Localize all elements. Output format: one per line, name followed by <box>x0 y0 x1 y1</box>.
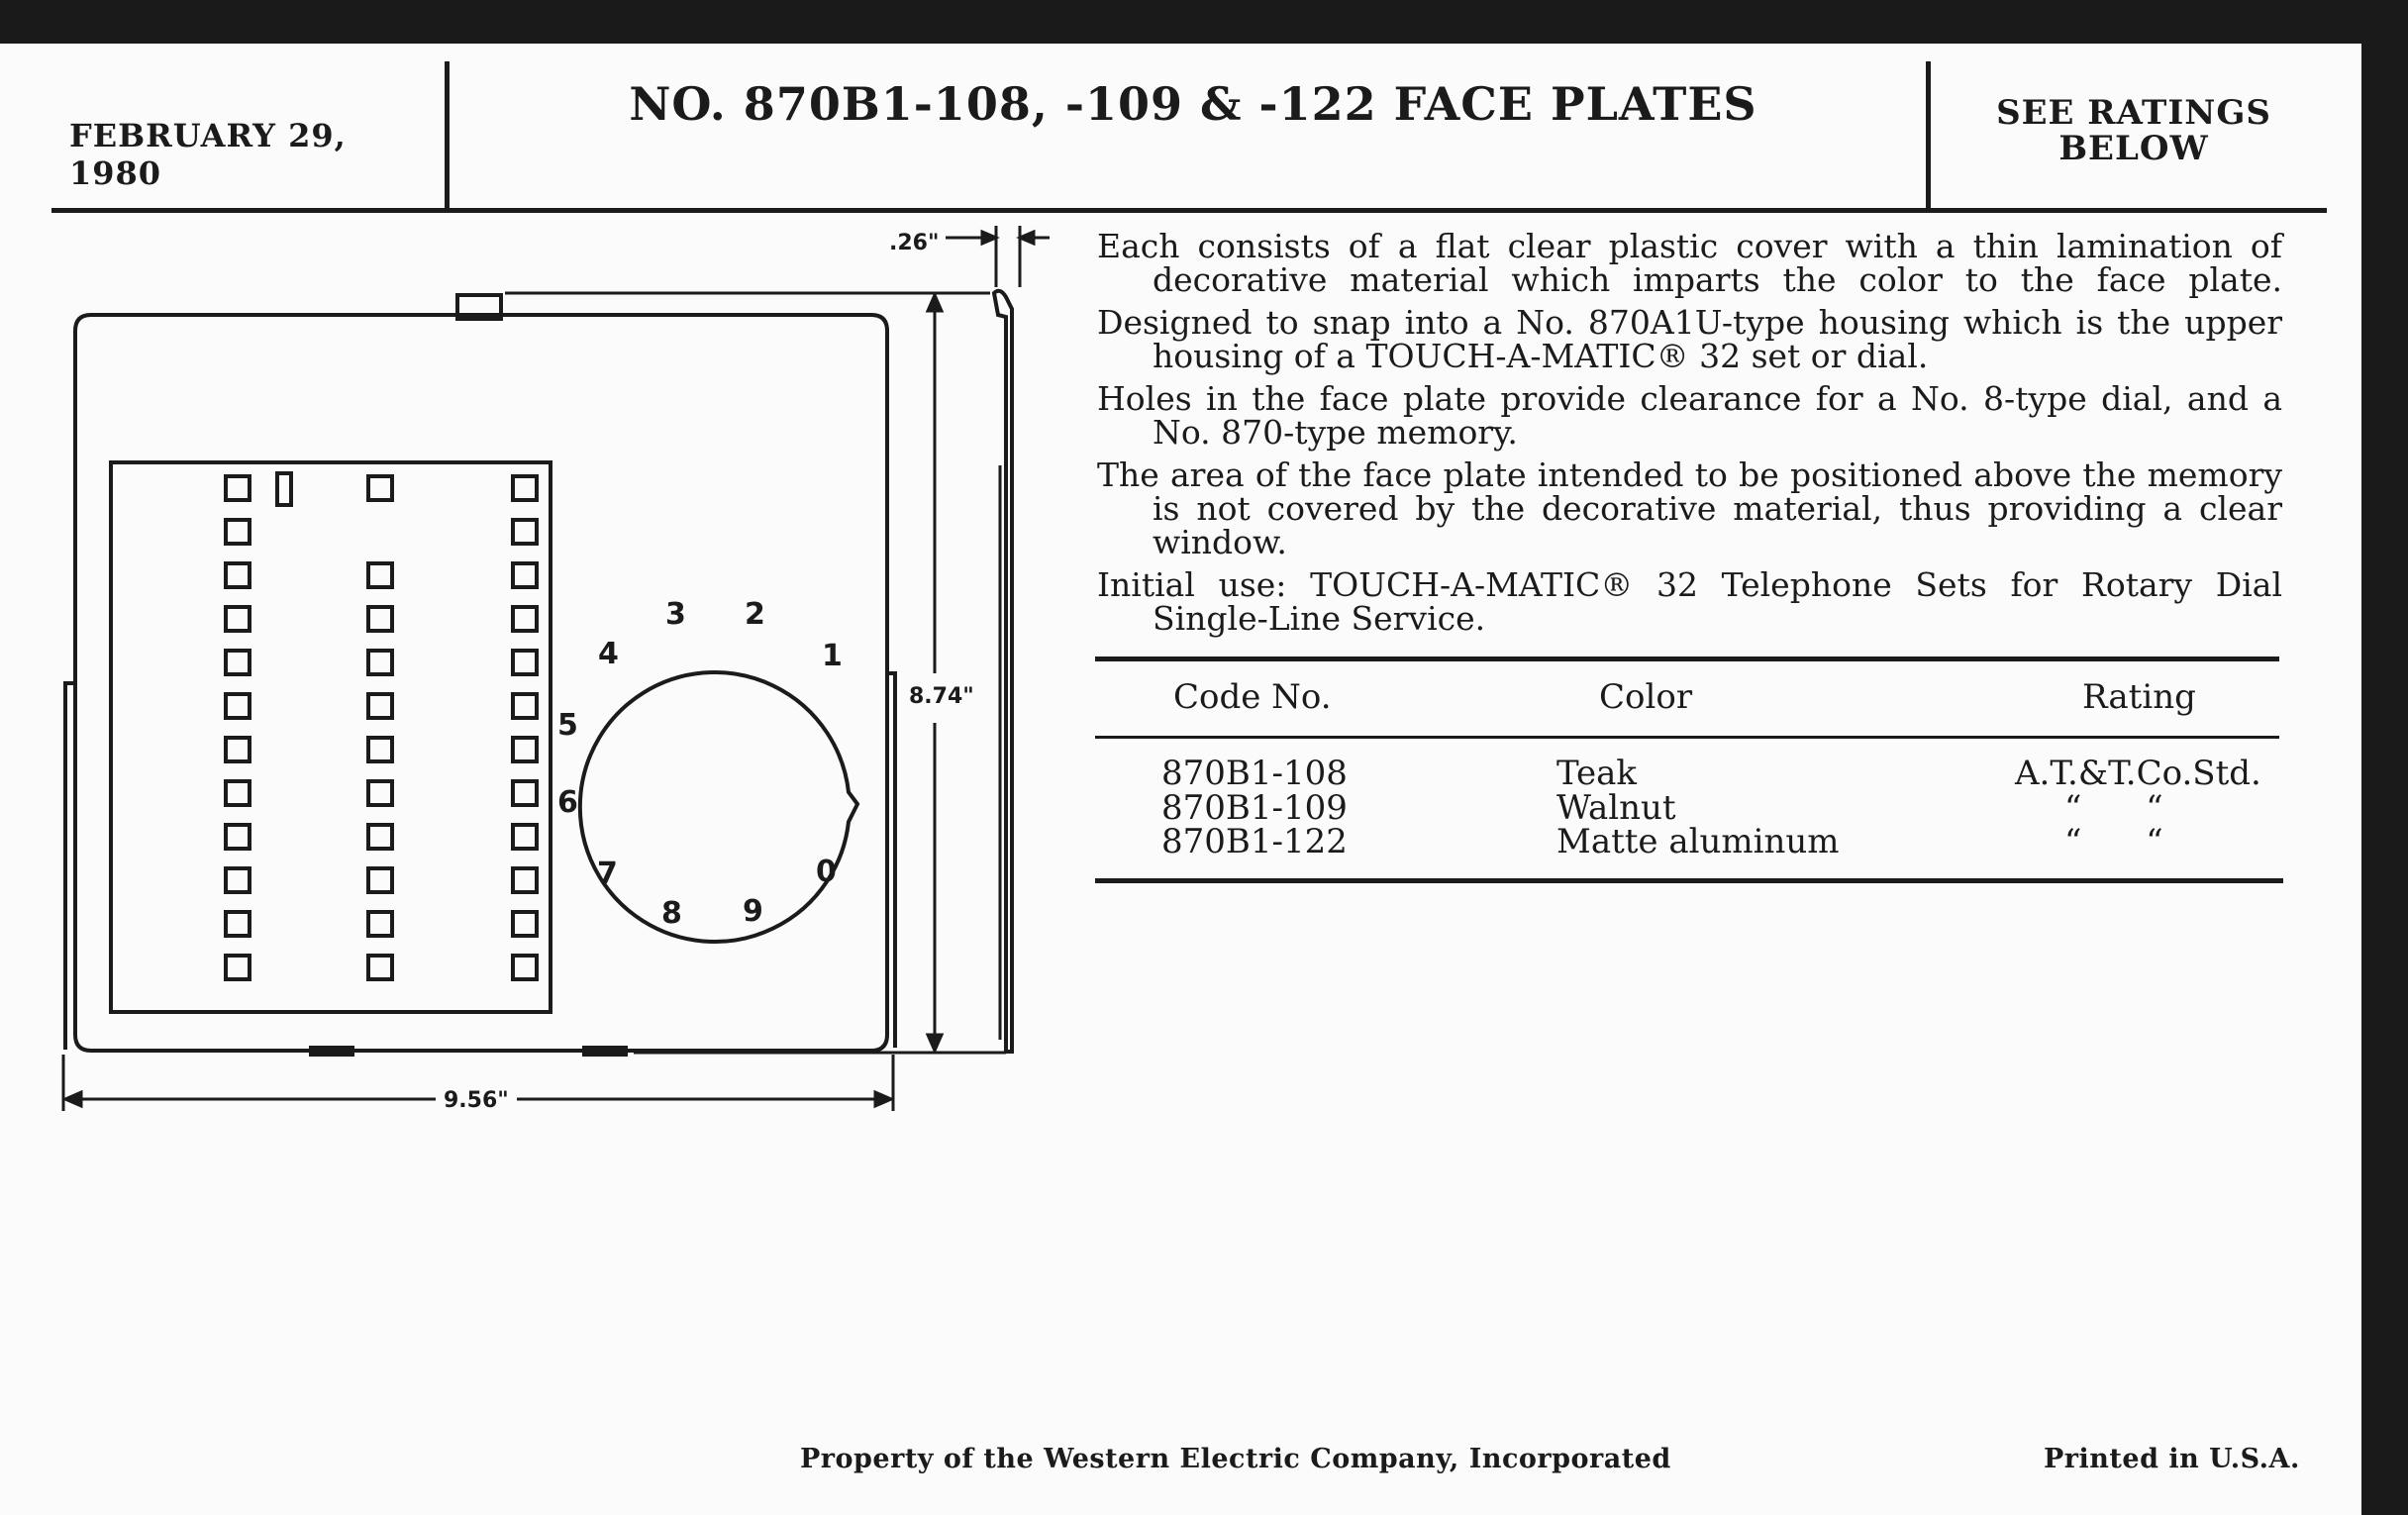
dial-digit-6: 6 <box>557 785 578 820</box>
table-bottom-rule <box>1095 878 2283 883</box>
height-dimension: 8.74" <box>909 684 974 709</box>
memory-slot <box>277 473 291 505</box>
memory-button-outline <box>226 651 250 674</box>
document-title: NO. 870B1-108, -109 & -122 FACE PLATES <box>629 77 1757 131</box>
dial-hole <box>580 672 857 942</box>
memory-button-outline <box>226 738 250 761</box>
memory-button-outline <box>513 956 537 979</box>
table-top-rule <box>1095 656 2279 661</box>
memory-button-outline <box>226 868 250 892</box>
header-divider-right <box>1926 61 1931 210</box>
memory-button-outline <box>513 694 537 718</box>
table-header-rule <box>1095 736 2279 739</box>
description-paragraph: Initial use: TOUCH-A-MATIC® 32 Telephone Sets for Rotary Dial Single-Line Service. <box>1097 565 2282 638</box>
dial-digit-1: 1 <box>822 639 843 673</box>
memory-button-outline <box>368 912 392 936</box>
dial-digit-9: 9 <box>743 894 763 929</box>
face-plate-drawing <box>0 0 1089 1149</box>
dial-digit-5: 5 <box>557 708 578 743</box>
memory-button-outline <box>513 520 537 544</box>
memory-button-outline <box>226 781 250 805</box>
property-notice: Property of the Western Electric Company, Incorporated <box>800 1444 1671 1474</box>
dial-digit-0: 0 <box>816 855 837 889</box>
printed-notice: Printed in U.S.A. <box>2044 1444 2300 1474</box>
column-header-rating: Rating <box>2082 677 2196 717</box>
memory-button-outline <box>368 607 392 631</box>
table-row-code: 870B1-109 <box>1161 788 1348 828</box>
memory-button-outline <box>513 912 537 936</box>
table-row-code: 870B1-122 <box>1161 822 1348 861</box>
memory-button-outline <box>368 956 392 979</box>
thickness-dimension: .26" <box>889 231 940 255</box>
rating-note <box>1941 95 2327 166</box>
memory-window <box>111 462 551 1012</box>
memory-button-outline <box>513 738 537 761</box>
memory-button-outline <box>368 651 392 674</box>
column-header-color: Color <box>1599 677 1693 717</box>
table-row-rating: “ “ <box>2064 822 2163 861</box>
memory-button-outline <box>368 868 392 892</box>
memory-button-outline <box>226 476 250 500</box>
dial-digit-3: 3 <box>665 597 686 632</box>
rating-note-line2: BELOW <box>2058 129 2209 168</box>
memory-button-outline <box>513 781 537 805</box>
memory-button-outline <box>513 825 537 849</box>
memory-button-outline <box>226 956 250 979</box>
memory-button-outline <box>368 825 392 849</box>
memory-button-outline <box>513 476 537 500</box>
memory-button-outline <box>513 651 537 674</box>
memory-button-outline <box>368 738 392 761</box>
memory-button-outline <box>368 694 392 718</box>
memory-button-outline <box>513 607 537 631</box>
dial-digit-8: 8 <box>661 896 682 931</box>
description-paragraph: Designed to snap into a No. 870A1U-type housing which is the upper housing of a TOUCH-A-MATIC® 32 set or dial. <box>1097 303 2282 375</box>
description-paragraph: Holes in the face plate provide clearance for a No. 8-type dial, and a No. 870-type memory. <box>1097 379 2282 452</box>
memory-button-outline <box>368 563 392 587</box>
memory-button-outline <box>226 563 250 587</box>
dial-digit-2: 2 <box>745 597 765 632</box>
description <box>1097 227 2282 645</box>
rating-note-line1: SEE RATINGS <box>1996 93 2271 133</box>
memory-button-outline <box>368 781 392 805</box>
width-dimension: 9.56" <box>444 1088 509 1113</box>
dial-digit-4: 4 <box>598 637 619 671</box>
memory-button-outline <box>226 912 250 936</box>
memory-button-outline <box>226 825 250 849</box>
memory-button-outline <box>226 607 250 631</box>
memory-button-outline <box>226 520 250 544</box>
memory-button-outline <box>513 563 537 587</box>
dial-digit-7: 7 <box>597 857 618 891</box>
table-row-rating: “ “ <box>2064 788 2163 828</box>
table-row-color: Matte aluminum <box>1556 822 1840 861</box>
table-row-code: 870B1-108 <box>1161 754 1348 793</box>
table-row-color: Teak <box>1556 754 1638 793</box>
memory-button-outline <box>368 476 392 500</box>
description-paragraph: The area of the face plate intended to be positioned above the memory is not covered by the decorative material, thus providing a clear window. <box>1097 455 2282 561</box>
table-row-color: Walnut <box>1556 788 1676 828</box>
memory-button-outline <box>513 868 537 892</box>
column-header-code: Code No. <box>1173 677 1332 717</box>
table-row-rating: A.T.&T.Co.Std. <box>2015 754 2261 793</box>
description-paragraph: Each consists of a flat clear plastic cover with a thin lamination of decorative material which imparts the color to the face plate. <box>1097 227 2282 299</box>
issue-date: FEBRUARY 29, 1980 <box>69 117 347 192</box>
memory-button-outline <box>226 694 250 718</box>
side-profile <box>994 291 1012 1052</box>
